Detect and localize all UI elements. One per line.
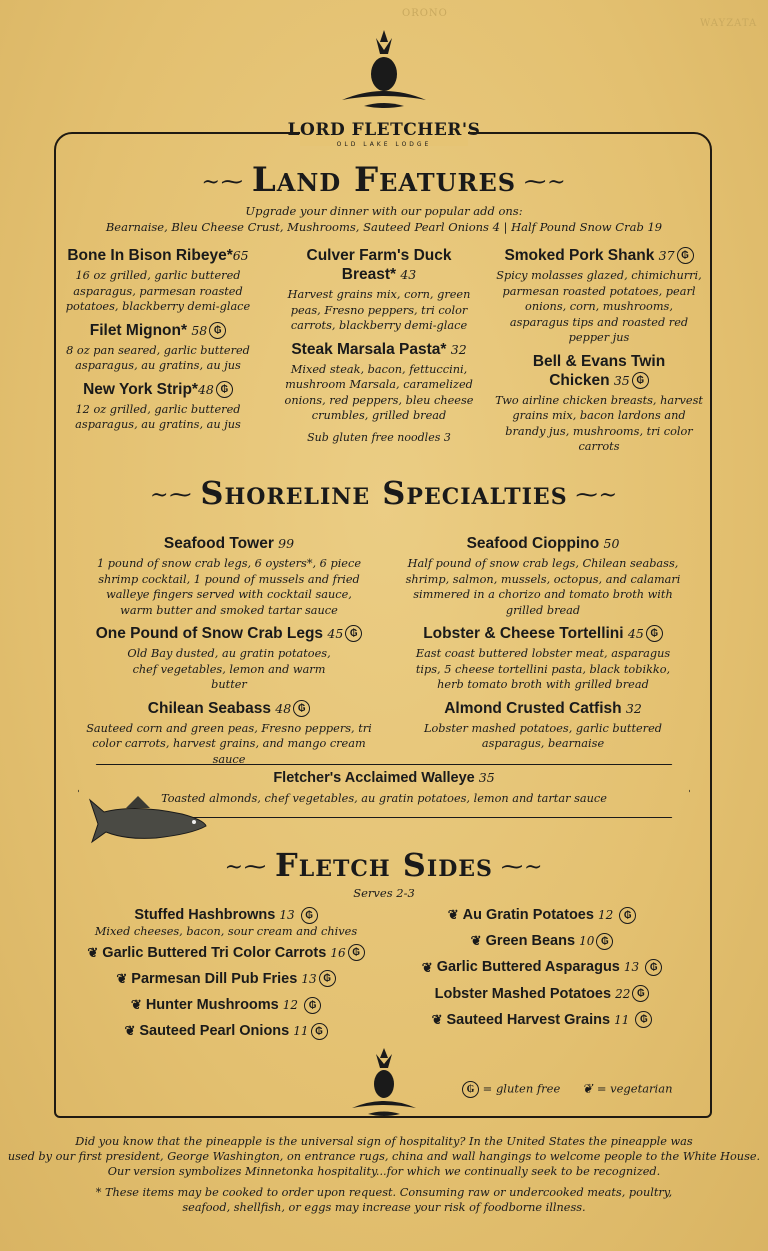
legend [460, 1081, 690, 1098]
vegetarian-icon: ❦ [124, 1023, 136, 1039]
gluten-free-icon: ₲ [301, 907, 318, 924]
menu-item-description: Two airline chicken breasts, harvest grains mix, bacon lardons and brandy jus, mushrooms, tri color carrots [495, 393, 703, 453]
menu-item-title: Chilean Seabass 48 ₲ [84, 699, 374, 718]
side-item: ❦ Hunter Mushrooms 12 ₲ [66, 996, 386, 1014]
menu-item-description: Toasted almonds, chef vegetables, au gratin potatoes, lemon and tartar sauce [161, 792, 607, 805]
menu-item-title: Smoked Pork Shank 37 ₲ [494, 246, 704, 265]
flourish-left-icon: ~⁓ [149, 483, 193, 508]
gluten-free-icon: ₲ [293, 700, 310, 717]
side-item: ❦ Parmesan Dill Pub Fries 13 ₲ [66, 970, 386, 988]
vegetarian-icon: ❦ [470, 933, 482, 949]
side-item: ❦ Au Gratin Potatoes 12 ₲ [398, 906, 686, 924]
land-column-right [494, 246, 704, 461]
menu-item-title: New York Strip*48 ₲ [58, 380, 258, 399]
menu-item-title: Bell & Evans Twin Chicken 35 ₲ [532, 352, 666, 389]
footer-consumer-advisory-2: seafood, shellfish, or eggs may increase your risk of foodborne illness. [182, 1201, 586, 1214]
menu-item-title: Seafood Tower 99 [163, 535, 295, 552]
footer-pineapple-note-2: used by our first president, George Washington, on entrance rugs, china and wall hangings to welcome people to the White House. [7, 1150, 761, 1163]
menu-item-title: Steak Marsala Pasta* 32 [291, 340, 467, 358]
fletch-sides-heading: ~⁓ Fletch Sides ⁓~ [224, 846, 544, 884]
menu-item-description: Half pound of snow crab legs, Chilean seabass, shrimp, salmon, mussels, octopus, and calamari simmered in a chorizo and tomato broth with grilled bread [405, 557, 681, 617]
side-item: ❦ Garlic Buttered Asparagus 13 ₲ [398, 958, 686, 976]
vegetarian-icon: ❦ [130, 997, 142, 1013]
gluten-free-icon: ₲ [319, 970, 336, 987]
footer-pineapple-note-1: Did you know that the pineapple is the universal sign of hospitality? In the United States the pineapple was [75, 1135, 693, 1148]
vegetarian-icon: ❦ [421, 959, 433, 975]
menu-item-description: Sauteed corn and green peas, Fresno peppers, tri color carrots, harvest grains, and mango cream sauce [86, 721, 372, 766]
vegetarian-icon: ❦ [431, 1011, 443, 1027]
walleye-fish-icon [86, 790, 210, 850]
brand-name: LORD FLETCHER'S [287, 120, 481, 140]
side-item: ❦ Sauteed Pearl Onions 11 ₲ [66, 1022, 386, 1040]
sides-column-right [398, 906, 686, 1037]
menu-item-description: Spicy molasses glazed, chimichurri, parmesan roasted potatoes, pearl onions, corn, mushrooms, asparagus tips and roasted red pepper jus [496, 269, 702, 344]
flourish-right-icon: ⁓~ [575, 483, 619, 508]
gluten-free-icon: ₲ [632, 372, 649, 389]
menu-item-title: Culver Farm's Duck Breast* 43 [306, 247, 452, 283]
gluten-free-icon: ₲ [632, 985, 649, 1002]
side-item: ❦ Garlic Buttered Tri Color Carrots 16 ₲ [66, 944, 386, 962]
gluten-free-icon: ₲ [209, 322, 226, 339]
menu-item-title: Almond Crusted Catfish 32 [444, 699, 642, 717]
menu-item-description: Mixed steak, bacon, fettuccini, mushroom Marsala, caramelized onions, red peppers, bleu cheese crumbles, grilled bread [284, 362, 474, 422]
side-item: Stuffed Hashbrowns 13 ₲ [66, 906, 386, 924]
land-features-heading: ~⁓ Land Features ⁓~ [201, 160, 567, 200]
gluten-free-icon: ₲ [311, 1023, 328, 1040]
gluten-free-icon: ₲ [645, 959, 662, 976]
flourish-left-icon: ~⁓ [224, 855, 268, 880]
sides-serves-note: Serves 2-3 [353, 886, 415, 900]
menu-item-title: Filet Mignon* 58 ₲ [58, 321, 258, 340]
land-column-center [272, 246, 486, 451]
menu-item-description: East coast buttered lobster meat, asparagus tips, 5 cheese tortellini pasta, black tobikko, herb tomato broth with grilled bread [415, 647, 671, 691]
shoreline-column-left [84, 534, 374, 773]
footer-consumer-advisory-1: * These items may be cooked to order upon request. Consuming raw or undercooked meats, poultry, [95, 1186, 673, 1199]
menu-item-title: Seafood Cioppino 50 [466, 535, 620, 552]
menu-item-description: Lobster mashed potatoes, garlic buttered asparagus, bearnaise [424, 721, 662, 750]
map-label-wayzata: WAYZATA [700, 18, 758, 29]
addons-list: Bearnaise, Bleu Cheese Crust, Mushrooms, Sauteed Pearl Onions 4 | Half Pound Snow Crab 19 [105, 220, 663, 234]
legend-vegetarian: = vegetarian [596, 1081, 673, 1096]
menu-item-description: 8 oz pan seared, garlic buttered asparagus, au gratins, au jus [66, 343, 250, 372]
addons-intro: Upgrade your dinner with our popular add ons: [245, 204, 523, 218]
gluten-free-icon: ₲ [677, 247, 694, 264]
gluten-free-icon: ₲ [619, 907, 636, 924]
gluten-free-icon: ₲ [304, 997, 321, 1014]
flourish-right-icon: ⁓~ [500, 855, 544, 880]
brand-subtitle: OLD LAKE LODGE [336, 141, 432, 148]
gluten-free-icon: ₲ [635, 1011, 652, 1028]
vegetarian-icon: ❦ [87, 944, 99, 960]
gluten-free-icon: ₲ [216, 381, 233, 398]
sides-column-left [66, 906, 386, 1048]
side-item: Lobster Mashed Potatoes 22 ₲ [398, 985, 686, 1003]
gluten-free-icon: ₲ [348, 944, 365, 961]
vegetarian-icon: ❦ [116, 970, 128, 986]
menu-item-title: Lobster & Cheese Tortellini 45 ₲ [396, 624, 690, 643]
gluten-free-icon: ₲ [646, 625, 663, 642]
side-item-description: Mixed cheeses, bacon, sour cream and chives [94, 925, 358, 938]
menu-item-description: 12 oz grilled, garlic buttered asparagus, au gratins, au jus [75, 402, 241, 431]
pineapple-bottom-icon [348, 1048, 420, 1122]
menu-item-title: Bone In Bison Ribeye*65 [67, 247, 249, 264]
flourish-left-icon: ~⁓ [201, 169, 244, 195]
shoreline-column-right [396, 534, 690, 758]
map-label-orono: ORONO [402, 8, 448, 19]
vegetarian-icon: ❦ [447, 907, 459, 923]
pineapple-logo-icon [336, 30, 432, 114]
menu-item-title: One Pound of Snow Crab Legs 45 ₲ [84, 624, 374, 643]
menu-item-title: Fletcher's Acclaimed Walleye 35 [273, 770, 495, 786]
side-item: ❦ Green Beans 10 ₲ [398, 932, 686, 950]
gluten-free-icon: ₲ [596, 933, 613, 950]
menu-item-description: Harvest grains mix, corn, green peas, Fresno peppers, tri color carrots, blackberry demi-glace [287, 288, 471, 332]
footer-pineapple-note-3: Our version symbolizes Minnetonka hospitality...for which we continually seek to be recognized. [107, 1165, 661, 1178]
side-item: ❦ Sauteed Harvest Grains 11 ₲ [398, 1011, 686, 1029]
menu-item-description: Old Bay dusted, au gratin potatoes, chef vegetables, lemon and warm butter [127, 647, 331, 691]
gluten-free-icon: ₲ [345, 625, 362, 642]
gluten-free-icon: ₲ [462, 1081, 479, 1098]
land-column-left [58, 246, 258, 439]
flourish-right-icon: ⁓~ [524, 169, 567, 195]
legend-gluten-free: = gluten free [482, 1081, 561, 1096]
gluten-free-noodle-note: Sub gluten free noodles 3 [307, 430, 451, 444]
vegetarian-icon: ❦ [581, 1082, 593, 1097]
shoreline-heading: ~⁓ Shoreline Specialties ⁓~ [149, 474, 619, 512]
menu-item-description: 16 oz grilled, garlic buttered asparagus, parmesan roasted potatoes, blackberry demi-glace [65, 269, 251, 313]
menu-item-description: 1 pound of snow crab legs, 6 oysters*, 6 piece shrimp cocktail, 1 pound of mussels and fried walleye fingers served with cocktail sauce, warm butter and smoked tartar sauce [96, 557, 362, 617]
